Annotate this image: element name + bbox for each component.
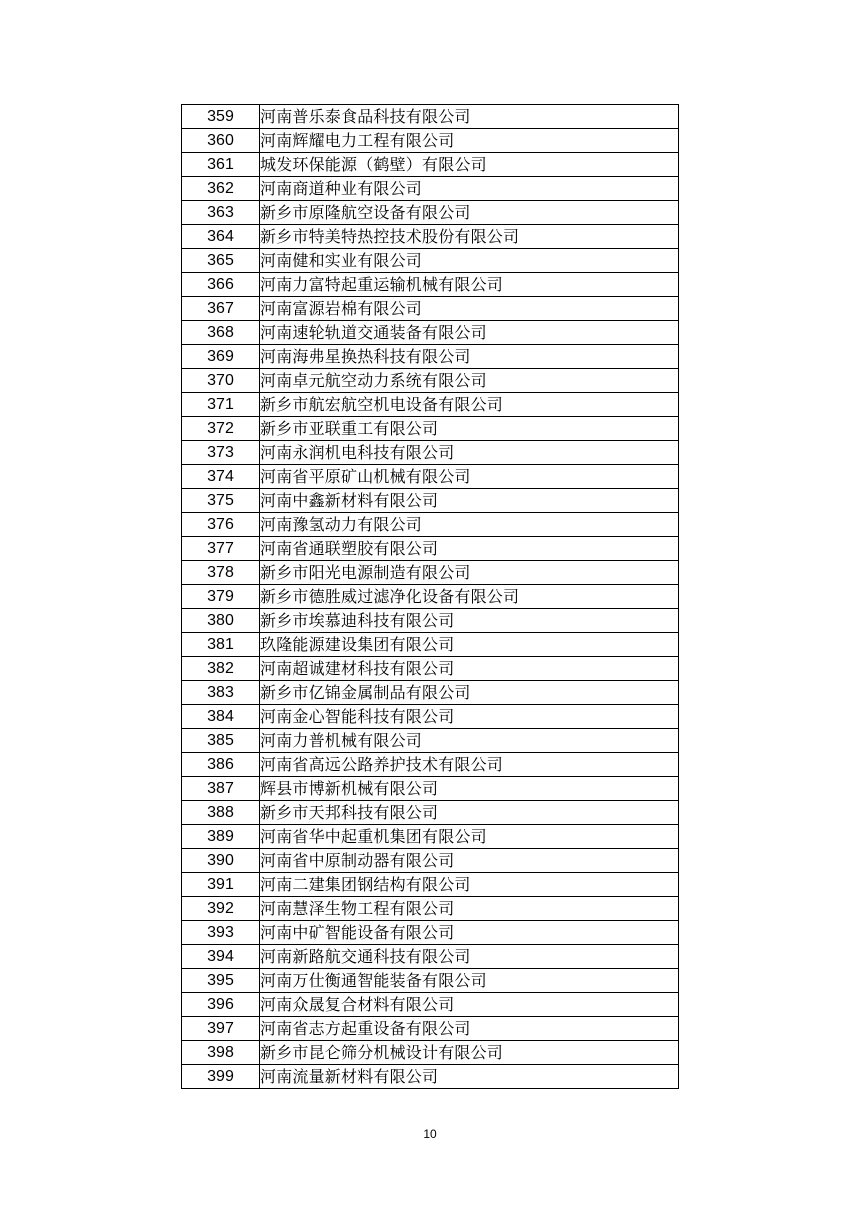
- company-name-cell: 河南慧泽生物工程有限公司: [260, 897, 679, 921]
- company-name-cell: 河南辉耀电力工程有限公司: [260, 129, 679, 153]
- company-name-cell: 河南永润机电科技有限公司: [260, 441, 679, 465]
- company-name-cell: 河南速轮轨道交通装备有限公司: [260, 321, 679, 345]
- company-name-cell: 河南众晟复合材料有限公司: [260, 993, 679, 1017]
- company-name-cell: 玖隆能源建设集团有限公司: [260, 633, 679, 657]
- row-number-cell: 384: [182, 705, 260, 729]
- company-name-cell: 新乡市埃慕迪科技有限公司: [260, 609, 679, 633]
- table-row: [182, 153, 679, 177]
- table-row: [182, 681, 679, 705]
- row-number-cell: 360: [182, 129, 260, 153]
- company-name-cell: 河南海弗星换热科技有限公司: [260, 345, 679, 369]
- table-row: [182, 417, 679, 441]
- table-row: [182, 345, 679, 369]
- row-number-cell: 391: [182, 873, 260, 897]
- row-number-cell: 376: [182, 513, 260, 537]
- row-number-cell: 366: [182, 273, 260, 297]
- table-row: [182, 1041, 679, 1065]
- table-row: [182, 993, 679, 1017]
- row-number-cell: 359: [182, 105, 260, 129]
- table-row: [182, 225, 679, 249]
- company-name-cell: 城发环保能源（鹤壁）有限公司: [260, 153, 679, 177]
- table-row: [182, 321, 679, 345]
- table-row: [182, 369, 679, 393]
- row-number-cell: 386: [182, 753, 260, 777]
- company-name-cell: 新乡市昆仑筛分机械设计有限公司: [260, 1041, 679, 1065]
- company-name-cell: 新乡市原隆航空设备有限公司: [260, 201, 679, 225]
- row-number-cell: 395: [182, 969, 260, 993]
- row-number-cell: 363: [182, 201, 260, 225]
- row-number-cell: 373: [182, 441, 260, 465]
- company-name-cell: 新乡市阳光电源制造有限公司: [260, 561, 679, 585]
- company-name-cell: 河南省中原制动器有限公司: [260, 849, 679, 873]
- table-row: [182, 129, 679, 153]
- company-name-cell: 新乡市亚联重工有限公司: [260, 417, 679, 441]
- company-name-cell: 河南超诚建材科技有限公司: [260, 657, 679, 681]
- company-name-cell: 河南中鑫新材料有限公司: [260, 489, 679, 513]
- table-row: [182, 825, 679, 849]
- row-number-cell: 381: [182, 633, 260, 657]
- table-row: [182, 873, 679, 897]
- row-number-cell: 369: [182, 345, 260, 369]
- row-number-cell: 378: [182, 561, 260, 585]
- row-number-cell: 390: [182, 849, 260, 873]
- company-name-cell: 河南商道种业有限公司: [260, 177, 679, 201]
- company-name-cell: 辉县市博新机械有限公司: [260, 777, 679, 801]
- company-name-cell: 河南金心智能科技有限公司: [260, 705, 679, 729]
- company-name-cell: 河南新路航交通科技有限公司: [260, 945, 679, 969]
- table-row: [182, 945, 679, 969]
- company-name-cell: 河南省通联塑胶有限公司: [260, 537, 679, 561]
- row-number-cell: 389: [182, 825, 260, 849]
- row-number-cell: 398: [182, 1041, 260, 1065]
- company-name-cell: 河南普乐泰食品科技有限公司: [260, 105, 679, 129]
- row-number-cell: 388: [182, 801, 260, 825]
- table-row: [182, 705, 679, 729]
- table-row: [182, 273, 679, 297]
- company-name-cell: 河南豫氢动力有限公司: [260, 513, 679, 537]
- table-row: [182, 537, 679, 561]
- row-number-cell: 371: [182, 393, 260, 417]
- table-row: [182, 489, 679, 513]
- row-number-cell: 397: [182, 1017, 260, 1041]
- company-list-table: [181, 104, 679, 1089]
- table-row: [182, 849, 679, 873]
- company-name-cell: 河南力富特起重运输机械有限公司: [260, 273, 679, 297]
- table-row: [182, 105, 679, 129]
- company-name-cell: 河南省平原矿山机械有限公司: [260, 465, 679, 489]
- company-name-cell: 河南富源岩棉有限公司: [260, 297, 679, 321]
- row-number-cell: 365: [182, 249, 260, 273]
- row-number-cell: 392: [182, 897, 260, 921]
- company-name-cell: 河南力普机械有限公司: [260, 729, 679, 753]
- company-name-cell: 新乡市亿锦金属制品有限公司: [260, 681, 679, 705]
- company-name-cell: 河南万仕衡通智能装备有限公司: [260, 969, 679, 993]
- company-name-cell: 河南流量新材料有限公司: [260, 1065, 679, 1089]
- table-row: [182, 897, 679, 921]
- table-row: [182, 1065, 679, 1089]
- page-number: 10: [423, 1127, 437, 1141]
- table-row: [182, 921, 679, 945]
- row-number-cell: 387: [182, 777, 260, 801]
- row-number-cell: 368: [182, 321, 260, 345]
- company-name-cell: 河南省华中起重机集团有限公司: [260, 825, 679, 849]
- row-number-cell: 379: [182, 585, 260, 609]
- table-row: [182, 297, 679, 321]
- company-name-cell: 河南省高远公路养护技术有限公司: [260, 753, 679, 777]
- row-number-cell: 399: [182, 1065, 260, 1089]
- company-name-cell: 河南中矿智能设备有限公司: [260, 921, 679, 945]
- row-number-cell: 372: [182, 417, 260, 441]
- row-number-cell: 375: [182, 489, 260, 513]
- company-name-cell: 河南省志方起重设备有限公司: [260, 1017, 679, 1041]
- table-row: [182, 177, 679, 201]
- table-row: [182, 801, 679, 825]
- table-row: [182, 657, 679, 681]
- table-row: [182, 393, 679, 417]
- table-row: [182, 633, 679, 657]
- table-row: [182, 561, 679, 585]
- row-number-cell: 396: [182, 993, 260, 1017]
- table-row: [182, 249, 679, 273]
- row-number-cell: 364: [182, 225, 260, 249]
- table-row: [182, 513, 679, 537]
- company-name-cell: 新乡市特美特热控技术股份有限公司: [260, 225, 679, 249]
- row-number-cell: 370: [182, 369, 260, 393]
- table-row: [182, 201, 679, 225]
- company-name-cell: 河南健和实业有限公司: [260, 249, 679, 273]
- row-number-cell: 393: [182, 921, 260, 945]
- company-name-cell: 新乡市天邦科技有限公司: [260, 801, 679, 825]
- row-number-cell: 380: [182, 609, 260, 633]
- table-row: [182, 465, 679, 489]
- row-number-cell: 394: [182, 945, 260, 969]
- company-name-cell: 新乡市航宏航空机电设备有限公司: [260, 393, 679, 417]
- company-name-cell: 河南二建集团钢结构有限公司: [260, 873, 679, 897]
- table-row: [182, 1017, 679, 1041]
- row-number-cell: 382: [182, 657, 260, 681]
- table-row: [182, 753, 679, 777]
- row-number-cell: 367: [182, 297, 260, 321]
- table-row: [182, 585, 679, 609]
- table-row: [182, 777, 679, 801]
- table-row: [182, 609, 679, 633]
- row-number-cell: 377: [182, 537, 260, 561]
- row-number-cell: 362: [182, 177, 260, 201]
- company-list-body: [182, 105, 679, 1089]
- table-row: [182, 729, 679, 753]
- company-name-cell: 新乡市德胜威过滤净化设备有限公司: [260, 585, 679, 609]
- row-number-cell: 385: [182, 729, 260, 753]
- row-number-cell: 383: [182, 681, 260, 705]
- table-row: [182, 441, 679, 465]
- company-name-cell: 河南卓元航空动力系统有限公司: [260, 369, 679, 393]
- table-row: [182, 969, 679, 993]
- row-number-cell: 361: [182, 153, 260, 177]
- row-number-cell: 374: [182, 465, 260, 489]
